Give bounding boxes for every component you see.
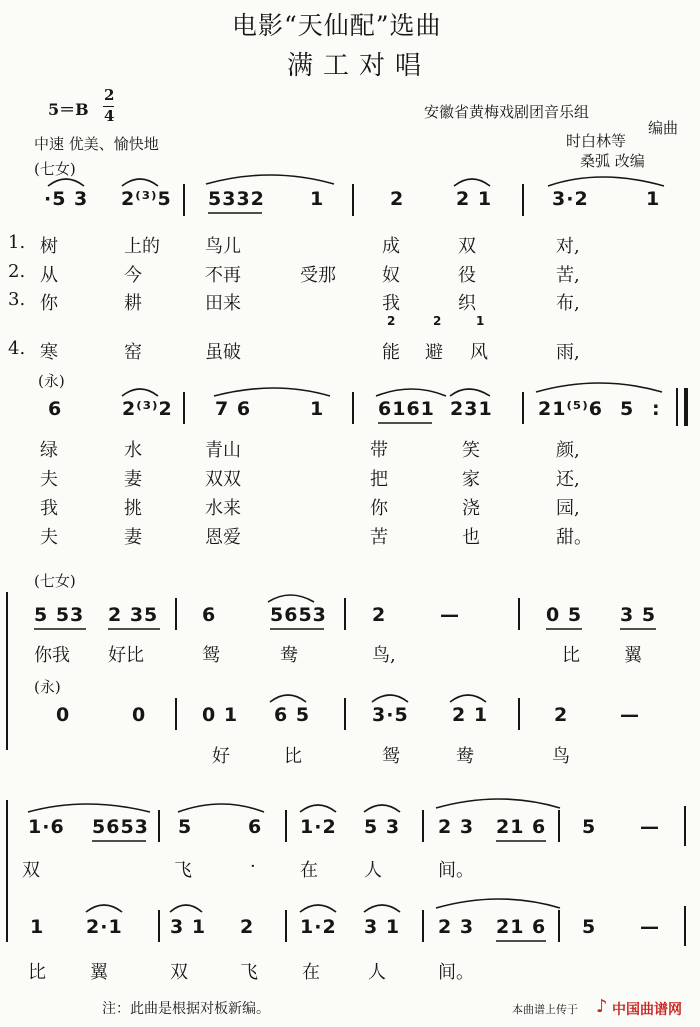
slur	[536, 383, 662, 392]
song-subtitle: 满工对唱	[287, 51, 432, 81]
lyric: 夫	[40, 527, 58, 548]
lyric: 受那	[300, 265, 336, 286]
note-group: 1·6	[28, 816, 65, 838]
lyric: 挑	[124, 498, 142, 519]
note-group: 0	[56, 704, 71, 726]
lyric: 从	[40, 265, 58, 286]
lyric: 园,	[556, 498, 580, 519]
credit-adapter: 桑弧 改编	[580, 152, 645, 170]
grace-note: 2	[387, 314, 396, 328]
slur	[372, 695, 408, 702]
lyric: 夫	[40, 469, 58, 490]
verse-number: 2.	[8, 261, 26, 282]
site-logo-icon: ♪	[596, 996, 608, 1017]
note-group: 6	[202, 604, 217, 626]
lyric: 比	[28, 962, 46, 983]
repeat-sign: :	[652, 398, 661, 420]
lyric: 鸳	[202, 645, 220, 666]
note-group: 2 3	[438, 916, 475, 938]
upload-text: 本曲谱上传于	[512, 1003, 578, 1016]
note-group: 2 1	[452, 704, 489, 726]
slur	[268, 595, 314, 602]
verse-number: 1.	[8, 232, 26, 253]
key-signature: 5＝B	[48, 100, 89, 119]
note-group: 5	[582, 816, 597, 838]
slur	[450, 389, 490, 396]
lyric: 间。	[438, 962, 474, 983]
credit-person: 时白林等	[566, 132, 627, 150]
slur	[48, 179, 84, 186]
slur	[178, 804, 264, 812]
lyric: 鸯	[456, 746, 474, 767]
lyric: 我	[40, 498, 58, 519]
lyric: 把	[370, 469, 388, 490]
lyric: 能	[382, 342, 400, 363]
note-group: 231	[450, 398, 493, 420]
verse-number: 4.	[8, 338, 26, 359]
lyric: 在	[300, 860, 318, 881]
lyric: 好比	[108, 645, 144, 666]
slur	[436, 799, 560, 808]
note-group: 3·5	[372, 704, 409, 726]
note-group: 21⁽⁵⁾6	[538, 398, 603, 420]
lyric: 恩爱	[205, 527, 241, 548]
lyric: 窑	[124, 342, 142, 363]
lyric: 人	[364, 860, 382, 881]
lyric: 也	[462, 527, 480, 548]
lyric: 奴	[382, 265, 400, 286]
lyric: 鸯	[280, 645, 298, 666]
note-group: ·5 3	[44, 188, 89, 210]
note-group: —	[640, 816, 660, 838]
slur	[270, 695, 306, 702]
lyric: 鸟,	[372, 645, 396, 666]
lyric: 你我	[34, 645, 70, 666]
note-group: 5	[582, 916, 597, 938]
note-group: 5 3	[364, 816, 401, 838]
lyric: 织	[458, 293, 476, 314]
lyric: 在	[302, 962, 320, 983]
slur	[450, 695, 486, 702]
note-group: 5	[178, 816, 193, 838]
role-label: (永)	[34, 678, 61, 696]
slur	[454, 179, 490, 186]
slur	[548, 177, 664, 186]
lyric: 风	[470, 342, 488, 363]
note-group: 5	[620, 398, 635, 420]
note-group: 2 35	[108, 604, 159, 626]
note-group: —	[620, 704, 640, 726]
note-group: 3 1	[364, 916, 401, 938]
note-group: 3·2	[552, 188, 589, 210]
note-group: 0	[132, 704, 147, 726]
note-group: 21 6	[496, 916, 547, 938]
lyric: 你	[40, 293, 58, 314]
lyric: 妻	[124, 527, 142, 548]
time-signature-bottom: 4	[104, 107, 115, 125]
credit-organization: 安徽省黄梅戏剧团音乐组	[424, 103, 590, 121]
note-group: 2	[390, 188, 405, 210]
note-group: 21 6	[496, 816, 547, 838]
note-group: 0 5	[546, 604, 583, 626]
note-group: 1·2	[300, 816, 337, 838]
lyric: 不再	[205, 265, 241, 286]
lyric: 间。	[438, 860, 474, 881]
lyric: 布,	[556, 293, 580, 314]
lyric: 比	[562, 645, 580, 666]
slur	[86, 905, 122, 912]
note-group: 6 5	[274, 704, 311, 726]
lyric: 双	[22, 860, 40, 881]
lyric: 笑	[462, 440, 480, 461]
footnote: 注：此曲是根据对板新编。	[102, 1001, 270, 1017]
note-group: —	[640, 916, 660, 938]
note-group: 5 53	[34, 604, 85, 626]
note-group: 7 6	[215, 398, 252, 420]
lyric: 双双	[205, 469, 241, 490]
lyric: 寒	[40, 342, 58, 363]
lyric: 田来	[205, 293, 241, 314]
lyric: ·	[250, 856, 256, 877]
note-group: 1	[646, 188, 661, 210]
credit-role: 编曲	[648, 119, 679, 137]
lyric: 妻	[124, 469, 142, 490]
lyric: 耕	[124, 293, 142, 314]
slur	[28, 804, 150, 812]
lyric: 水	[124, 440, 142, 461]
note-group: 1·2	[300, 916, 337, 938]
note-group: 1	[310, 188, 325, 210]
note-group: 2⁽³⁾5	[121, 188, 172, 210]
lyric: 虽破	[205, 342, 241, 363]
lyric: 比	[284, 746, 302, 767]
lyric: 好	[212, 746, 230, 767]
lyric: 今	[124, 265, 142, 286]
lyric: 上的	[124, 236, 160, 257]
slur	[214, 388, 330, 396]
role-label: (七女)	[34, 160, 76, 178]
note-group: 2⁽³⁾2	[122, 398, 173, 420]
lyric: 树	[40, 236, 58, 257]
lyric: 带	[370, 440, 388, 461]
slur	[364, 805, 400, 812]
lyric: 双	[170, 962, 188, 983]
note-group: 2	[554, 704, 569, 726]
lyric: 对,	[556, 236, 580, 257]
slur	[436, 899, 560, 908]
lyric: 飞	[240, 962, 258, 983]
role-label: (永)	[38, 372, 65, 390]
note-group: 6161	[378, 398, 435, 420]
lyric: 人	[368, 962, 386, 983]
song-title: 电影“天仙配”选曲	[232, 11, 442, 40]
note-group: 1	[310, 398, 325, 420]
site-logo-text: 中国曲谱网	[612, 1002, 682, 1018]
lyric: 苦	[370, 527, 388, 548]
lyric: 水来	[205, 498, 241, 519]
note-group: 6	[48, 398, 63, 420]
lyric: 青山	[205, 440, 241, 461]
lyric: 颜,	[556, 440, 580, 461]
lyric: 翼	[90, 962, 108, 983]
lyric: 双	[458, 236, 476, 257]
slur	[300, 905, 336, 912]
lyric: 我	[382, 293, 400, 314]
note-group: 2 3	[438, 816, 475, 838]
lyric: 鸟	[552, 746, 570, 767]
note-group: —	[440, 604, 460, 626]
lyric: 你	[370, 498, 388, 519]
note-group: 2·1	[86, 916, 123, 938]
note-group: 3 1	[170, 916, 207, 938]
note-group: 5653	[92, 816, 149, 838]
lyric: 役	[458, 265, 476, 286]
lyric: 避	[425, 342, 443, 363]
time-signature-top: 2	[104, 86, 115, 104]
lyric: 家	[462, 469, 480, 490]
note-group: 3 5	[620, 604, 657, 626]
slur	[170, 905, 202, 912]
note-group: 5653	[270, 604, 327, 626]
lyric: 成	[382, 236, 400, 257]
note-group: 2	[240, 916, 255, 938]
lyric: 浇	[462, 498, 480, 519]
grace-note: 1	[476, 314, 485, 328]
lyric: 还,	[556, 469, 580, 490]
lyric: 苦,	[556, 265, 580, 286]
slur	[122, 179, 158, 186]
slur	[122, 389, 158, 396]
lyric: 飞	[174, 860, 192, 881]
lyric: 鸟儿	[205, 236, 241, 257]
slur	[300, 805, 336, 812]
lyric: 甜。	[556, 527, 592, 548]
verse-number: 3.	[8, 289, 26, 310]
slur	[364, 905, 400, 912]
note-group: 6	[248, 816, 263, 838]
slur	[376, 389, 446, 396]
note-group: 0 1	[202, 704, 239, 726]
grace-note: 2	[433, 314, 442, 328]
lyric: 雨,	[556, 342, 580, 363]
role-label: (七女)	[34, 572, 76, 590]
lyric: 鸳	[382, 746, 400, 767]
slur	[206, 175, 334, 184]
tempo-marking: 中速 优美、愉快地	[34, 135, 159, 153]
lyric: 翼	[624, 645, 642, 666]
note-group: 1	[30, 916, 45, 938]
lyric: 绿	[40, 440, 58, 461]
note-group: 2 1	[456, 188, 493, 210]
note-group: 2	[372, 604, 387, 626]
note-group: 5332	[208, 188, 265, 210]
